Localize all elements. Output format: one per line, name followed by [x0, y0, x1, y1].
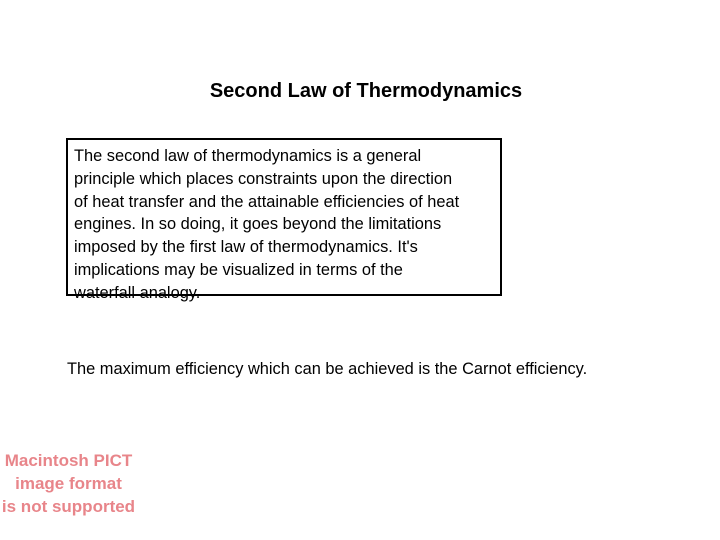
description-text-box — [66, 138, 502, 302]
unsupported-image-placeholder: Macintosh PICT image format is not supported — [1, 451, 136, 516]
slide-title: Second Law of Thermodynamics — [209, 80, 523, 102]
description-text: The second law of thermodynamics is a general principle which places constraints upon the direction of heat transfer and the attainable efficiencies of heat engines. In so doing, it goes beyond the limitations imposed by the first law of thermodynamics. It's implications may be visualized in terms of the waterfall analogy. — [74, 147, 460, 302]
carnot-efficiency-note: The maximum efficiency which can be achieved is the Carnot efficiency. — [67, 360, 588, 378]
